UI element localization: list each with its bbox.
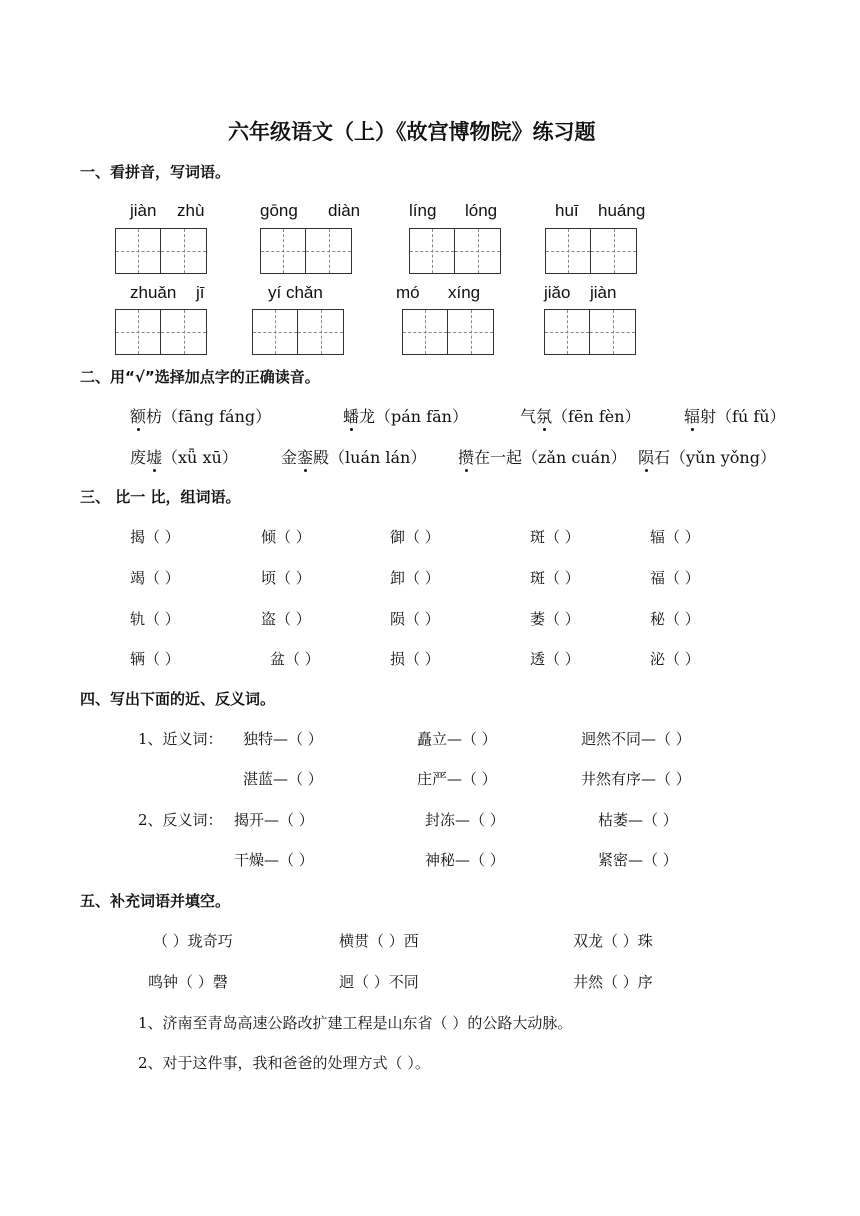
reading-item[interactable]: 攒在一起（zǎn cuán） — [458, 448, 627, 467]
compare-item[interactable]: 损（ ） — [390, 650, 440, 668]
antonym-item[interactable]: 神秘—（ ） — [425, 851, 505, 869]
tianzige-box[interactable] — [409, 228, 501, 274]
reading-item[interactable]: 陨石（yǔn yǒng） — [638, 448, 776, 467]
tianzige-box[interactable] — [252, 309, 344, 355]
compare-item[interactable]: 轨（ ） — [130, 610, 180, 628]
synonym-item[interactable]: 迥然不同—（ ） — [581, 730, 691, 748]
reading-item[interactable]: 金銮殿（luán lán） — [281, 448, 427, 467]
compare-item[interactable]: 卸（ ） — [390, 569, 440, 587]
section-2-heading: 二、用“√”选择加点字的正确读音。 — [80, 368, 320, 386]
reading-item[interactable]: 辐射（fú fǔ） — [684, 407, 786, 426]
synonym-item[interactable]: 井然有序—（ ） — [581, 770, 691, 788]
dotted-char: 辐 — [684, 407, 701, 426]
pinyin-label: xíng — [448, 283, 481, 302]
idiom-fill-item[interactable]: 横贯（ ）西 — [339, 932, 419, 950]
idiom-fill-item[interactable]: （ ）珑奇巧 — [153, 932, 233, 950]
pinyin-label: lóng — [465, 201, 498, 220]
idiom-fill-item[interactable]: 井然（ ）序 — [573, 973, 653, 991]
antonym-item[interactable]: 枯萎—（ ） — [598, 811, 678, 829]
pinyin-label: diàn — [328, 201, 361, 220]
compare-item[interactable]: 斑（ ） — [530, 569, 580, 587]
dotted-char: 墟 — [146, 448, 163, 467]
pinyin-label: jiǎo — [544, 283, 571, 302]
antonym-item[interactable]: 封冻—（ ） — [425, 811, 505, 829]
fill-sentence-2[interactable]: 2、对于这件事，我和爸爸的处理方式（ ）。 — [138, 1054, 430, 1072]
pinyin-label: jiàn — [590, 283, 617, 302]
pinyin-label: líng — [409, 201, 437, 220]
pinyin-label: jī — [196, 283, 205, 302]
compare-item[interactable]: 秘（ ） — [650, 610, 700, 628]
pinyin-label: zhuǎn — [130, 283, 177, 302]
compare-item[interactable]: 陨（ ） — [390, 610, 440, 628]
compare-item[interactable]: 福（ ） — [650, 569, 700, 587]
dotted-char: 陨 — [638, 448, 655, 467]
dotted-char: 额 — [130, 407, 147, 426]
page-title: 六年级语文（上）《故宫博物院》练习题 — [228, 120, 596, 144]
pinyin-label: huáng — [598, 201, 646, 220]
idiom-fill-item[interactable]: 鸣钟（ ）磬 — [148, 973, 228, 991]
section-5-heading: 五、补充词语并填空。 — [80, 892, 231, 910]
tianzige-box[interactable] — [545, 228, 637, 274]
compare-item[interactable]: 透（ ） — [530, 650, 580, 668]
tianzige-box[interactable] — [544, 309, 636, 355]
compare-item[interactable]: 斑（ ） — [530, 528, 580, 546]
tianzige-box[interactable] — [260, 228, 352, 274]
compare-item[interactable]: 御（ ） — [390, 528, 440, 546]
compare-item[interactable]: 泌（ ） — [650, 650, 700, 668]
compare-item[interactable]: 顷（ ） — [261, 569, 311, 587]
antonym-item[interactable]: 揭开—（ ） — [234, 811, 314, 829]
compare-item[interactable]: 盆（ ） — [270, 650, 320, 668]
pinyin-label: huī — [555, 201, 579, 220]
section-4-heading: 四、写出下面的近、反义词。 — [80, 690, 276, 708]
compare-item[interactable]: 揭（ ） — [130, 528, 180, 546]
antonym-label: 2、反义词： — [138, 811, 223, 829]
pinyin-label: gōng — [260, 201, 298, 220]
reading-item[interactable]: 气氛（fēn fèn） — [520, 407, 641, 426]
idiom-fill-item[interactable]: 双龙（ ）珠 — [573, 932, 653, 950]
pinyin-label: zhù — [177, 201, 205, 220]
tianzige-box[interactable] — [115, 309, 207, 355]
dotted-char: 銮 — [297, 448, 314, 467]
reading-item[interactable]: 废墟（xǖ xū） — [130, 448, 238, 467]
fill-sentence-1[interactable]: 1、济南至青岛高速公路改扩建工程是山东省（ ）的公路大动脉。 — [138, 1014, 573, 1032]
dotted-char: 攒 — [458, 448, 475, 467]
idiom-fill-item[interactable]: 迥（ ）不同 — [339, 973, 419, 991]
compare-item[interactable]: 萎（ ） — [530, 610, 580, 628]
synonym-item[interactable]: 湛蓝—（ ） — [243, 770, 323, 788]
synonym-label: 1、近义词： — [138, 730, 223, 748]
antonym-item[interactable]: 干燥—（ ） — [234, 851, 314, 869]
synonym-item[interactable]: 庄严—（ ） — [417, 770, 497, 788]
section-1-heading: 一、看拼音，写词语。 — [80, 163, 231, 181]
reading-item[interactable]: 额枋（fāng fáng） — [130, 407, 272, 426]
compare-item[interactable]: 辐（ ） — [650, 528, 700, 546]
dotted-char: 氛 — [536, 407, 553, 426]
compare-item[interactable]: 辆（ ） — [130, 650, 180, 668]
section-3-heading: 三、 比一 比，组词语。 — [80, 488, 241, 506]
compare-item[interactable]: 竭（ ） — [130, 569, 180, 587]
compare-item[interactable]: 倾（ ） — [261, 528, 311, 546]
synonym-item[interactable]: 独特—（ ） — [243, 730, 323, 748]
dotted-char: 蟠 — [343, 407, 360, 426]
reading-item[interactable]: 蟠龙（pán fān） — [343, 407, 468, 426]
pinyin-label: mó — [396, 283, 420, 302]
tianzige-box[interactable] — [115, 228, 207, 274]
compare-item[interactable]: 盗（ ） — [261, 610, 311, 628]
antonym-item[interactable]: 紧密—（ ） — [598, 851, 678, 869]
pinyin-label: jiàn — [130, 201, 157, 220]
synonym-item[interactable]: 矗立—（ ） — [417, 730, 497, 748]
pinyin-label: yí chǎn — [268, 283, 323, 302]
tianzige-box[interactable] — [402, 309, 494, 355]
